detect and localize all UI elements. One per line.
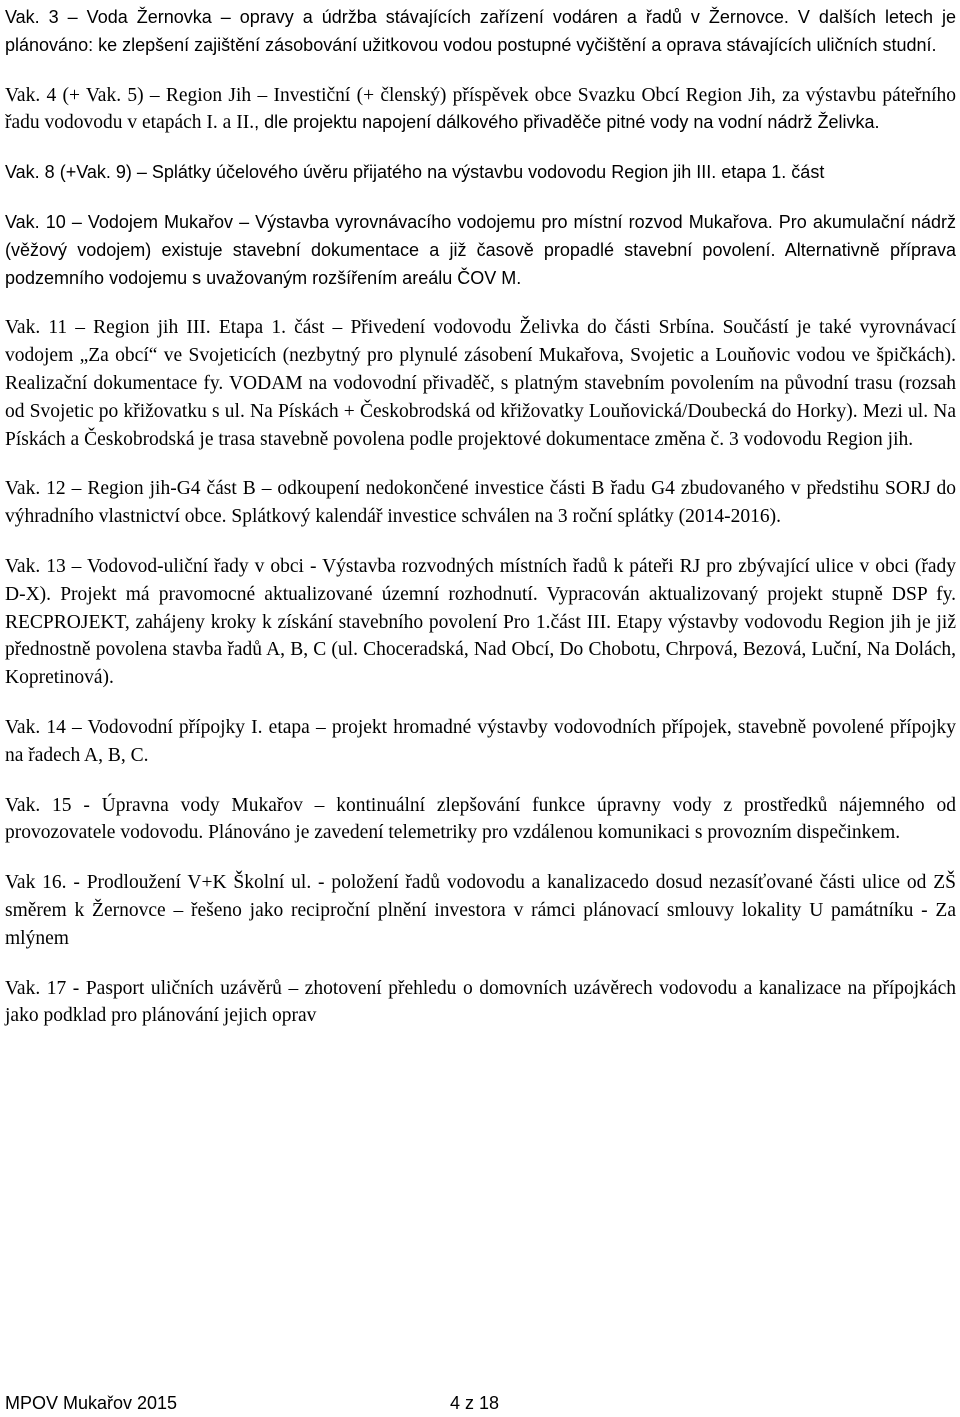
- paragraph-text: Vak. 8 (+Vak. 9) – Splátky účelového úvěru přijatého na výstavbu vodovodu Region jih III. etapa 1. část: [5, 162, 825, 183]
- page-footer: [5, 1393, 500, 1414]
- paragraph: [5, 209, 956, 292]
- document-body: [5, 4, 956, 1052]
- paragraph: [5, 975, 956, 1031]
- paragraph-text: Vak. 4 (+ Vak. 5) – Region Jih – Investiční (+ členský) příspěvek obce Svazku Obcí Region Jih, za výstavbu páteřního řadu vodovodu v etapách I. a II.: [5, 84, 956, 134]
- paragraph: [5, 159, 956, 187]
- paragraph-text: Vak. 17 - Pasport uličních uzávěrů – zhotovení přehledu o domovních uzávěrech vodovodu a kanalizace na přípojkách jako podklad pro plánování jejich oprav: [5, 977, 956, 1027]
- paragraph: [5, 475, 956, 531]
- paragraph-text: Vak. 14 – Vodovodní přípojky I. etapa – projekt hromadné výstavby vodovodních přípojek, stavebně povolené přípojky na řadech A, B, C.: [5, 716, 956, 766]
- paragraph-text: Vak. 12 – Region jih-G4 část B – odkoupení nedokončené investice části B řadu G4 zbudovaného v předstihu SORJ do výhradního vlastnictví obce. Splátkový kalendář investice schválen na 3 roční splátky (2014-2016).: [5, 478, 956, 528]
- paragraph-text: Vak. 15 - Úpravna vody Mukařov – kontinuální zlepšování funkce úpravny vody z prostředků nájemného od provozovatele vodovodu. Plánováno je zavedení telemetriky pro vzdálenou komunikaci s provozním dispečinkem.: [5, 794, 956, 844]
- paragraph: [5, 792, 956, 848]
- paragraph: [5, 714, 956, 770]
- footer-document-name: MPOV Mukařov 2015: [5, 1393, 178, 1413]
- paragraph: [5, 82, 956, 138]
- paragraph: [5, 553, 956, 692]
- footer-page-number: 4 z 18: [450, 1393, 500, 1413]
- paragraph: [5, 4, 956, 60]
- paragraph-text: Vak. 11 – Region jih III. Etapa 1. část – Přivedení vodovodu Želivka do části Srbína. Součástí je také vyrovnávací vodojem „Za obcí“ ve Svojeticích (nezbytný pro plynulé zásobení Mukařova, Svojetic a Louňovic vodou ve špičkách). Realizační dokumentace fy. VODAM na vodovodní přivaděč, s platným stavebním povolením na původní trasu (rozsah od Svojetic po křižovatku s ul. Na Pískách + Českobrodská od křižovatky Louňovická/Doubecká do Horky). Mezi ul. Na Pískách a Českobrodská je trasa stavebně povolena podle projektové dokumentace změna č. 3 vodovodu Region jih.: [5, 317, 956, 450]
- paragraph-text: , dle projektu napojení dálkového přivaděče pitné vody na vodní nádrž Želivka.: [254, 112, 880, 133]
- paragraph-text: Vak. 10 – Vodojem Mukařov – Výstavba vyrovnávacího vodojemu pro místní rozvod Mukařova. Pro akumulační nádrž (věžový vodojem) existuje stavební dokumentace a již časově propadlé stavební povolení. Alternativně příprava podzemního vodojemu s uvažovaným rozšířením areálu ČOV M.: [5, 211, 956, 288]
- paragraph-text: Vak. 13 – Vodovod-uliční řady v obci - Výstavba rozvodných místních řadů k páteři RJ pro zbývající ulice v obci (řady D-X). Projekt má pravomocné aktualizované územní rozhodnutí. Vypracován aktualizovaný projekt stupně DSP fy. RECPROJEKT, zahájeny kroky k získání stavebního povolení Pro 1.část III. Etapy výstavby vodovodu Region jih je již přednostně povolena stavba řadů A, B, C (ul. Choceradská, Nad Obcí, Do Chobotu, Chrpová, Bezová, Luční, Na Dolách, Kopretinová).: [5, 555, 956, 689]
- paragraph: [5, 314, 956, 453]
- paragraph-text: Vak 16. - Prodloužení V+K Školní ul. - položení řadů vodovodu a kanalizacedo dosud nezasíťované části ulice od ZŠ směrem k Žernovce – řešeno jako reciproční plnění investora v rámci plánovací smlouvy lokality U památníku - Za mlýnem: [5, 872, 956, 949]
- paragraph-text: Vak. 3 – Voda Žernovka – opravy a údržba stávajících zařízení vodáren a řadů v Žernovce. V dalších letech je plánováno: ke zlepšení zajištění zásobování užitkovou vodou postupné vyčištění a oprava stávajících uličních studní.: [5, 7, 956, 55]
- paragraph: [5, 869, 956, 952]
